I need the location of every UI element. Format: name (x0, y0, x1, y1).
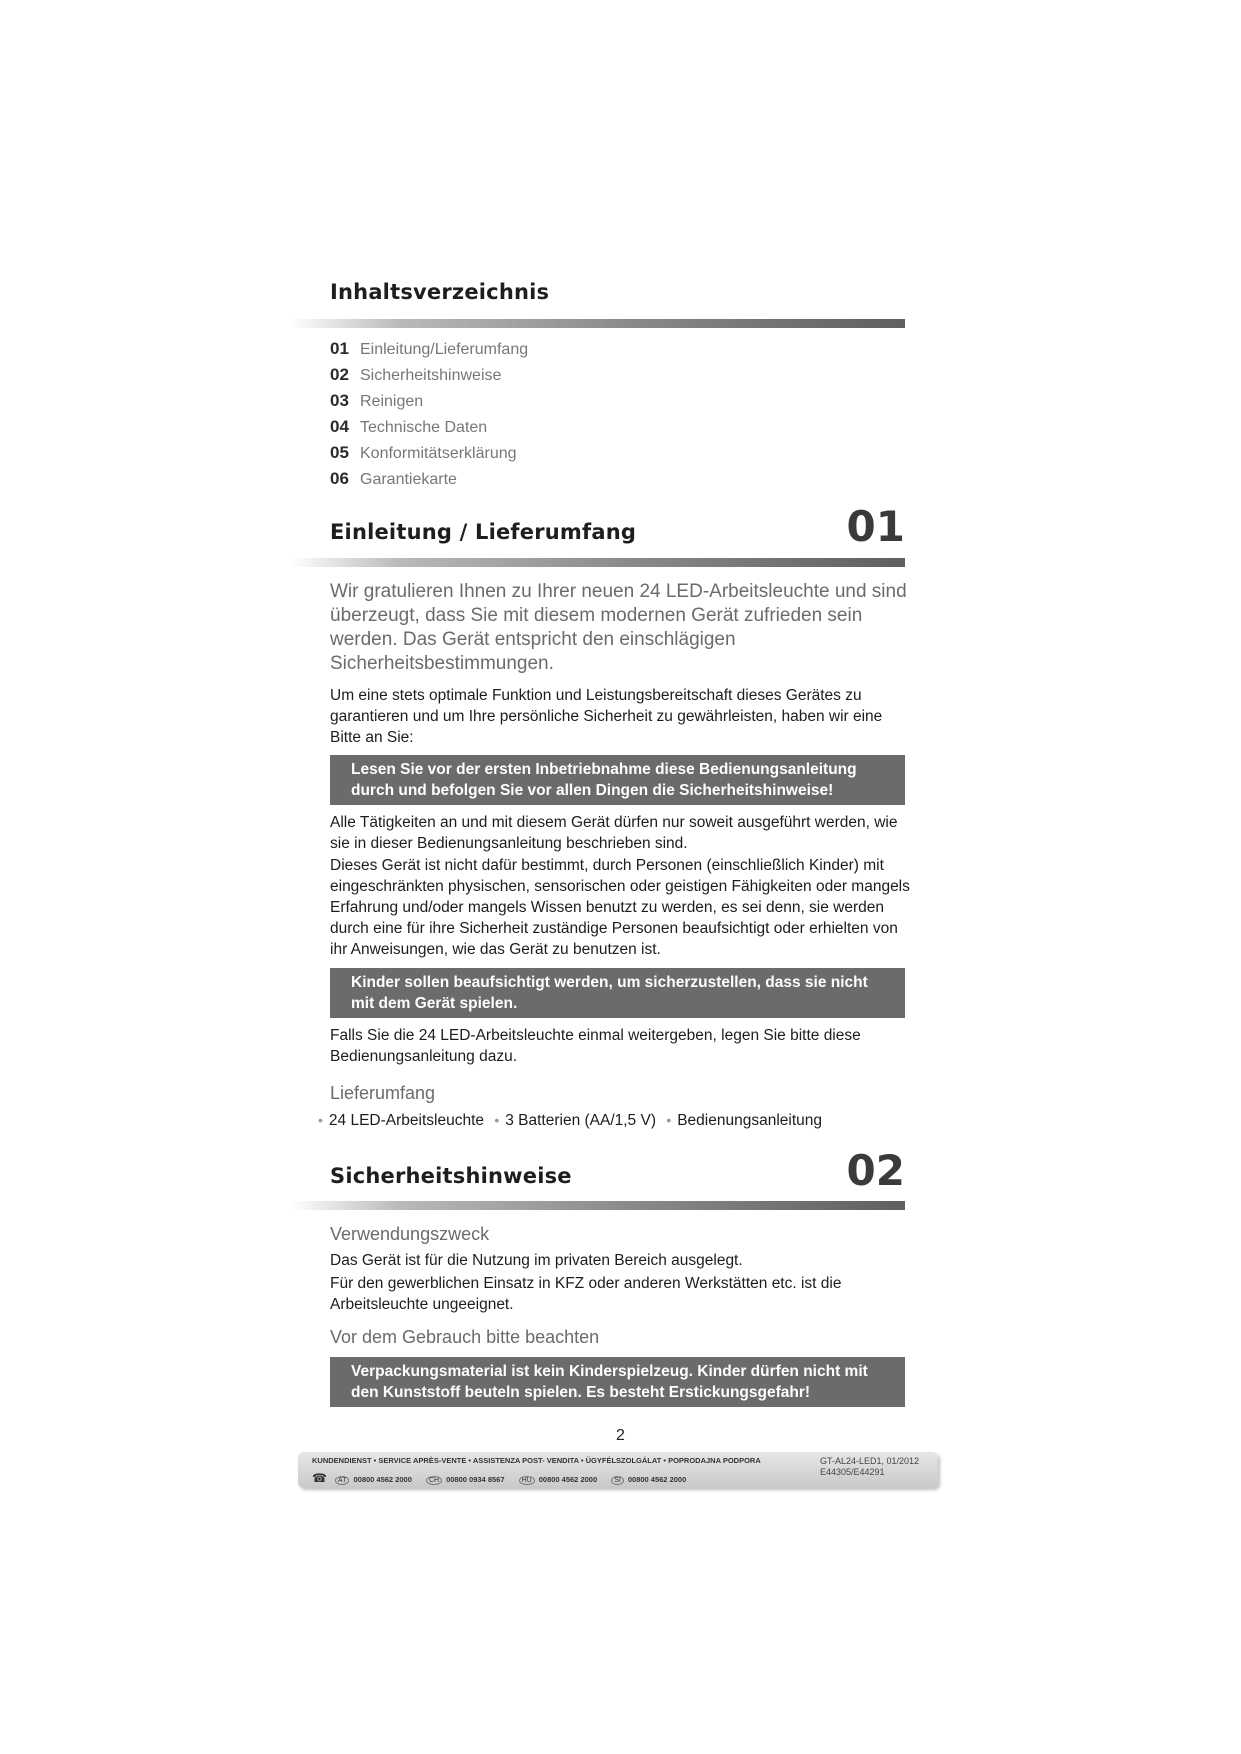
section2-callout-packaging: Verpackungsmaterial ist kein Kinderspielzeug. Kinder dürfen nicht mit den Kunststoff beuteln spielen. Es besteht Erstickungsgefahr! (330, 1357, 905, 1407)
section2-para1: Das Gerät ist für die Nutzung im privaten Bereich ausgelegt. (330, 1252, 743, 1269)
footer-model (820, 1456, 919, 1478)
section1-para3: Dieses Gerät ist nicht dafür bestimmt, durch Personen (einschließlich Kinder) mit eingeschränkten physischen, sensorischen oder geistigen Fähigkeiten oder mangels Erfahrung und/oder mangels Wissen benutzt zu werden, es sei denn, sie werden durch eine für ihre Sicherheit zuständige Personen beaufsichtigt oder erhielten von ihr Anweisungen, wie das Gerät zu benutzen ist. (330, 857, 910, 958)
footer-phone: CH 00800 0934 8567 (426, 1475, 505, 1484)
footer-phone: HU 00800 4562 2000 (519, 1475, 598, 1484)
phone-icon: ☎ (312, 1471, 327, 1485)
footer-phones (312, 1471, 698, 1485)
section2-title: Sicherheitshinweise (330, 1164, 572, 1188)
section1-rule (290, 558, 905, 567)
scope-item: 3 Batterien (AA/1,5 V) (505, 1112, 656, 1129)
section1-para2: Alle Tätigkeiten an und mit diesem Gerät dürfen nur soweit ausgeführt werden, wie sie in dieser Bedienungsanleitung beschrieben sind. (330, 814, 898, 852)
section2-para2: Für den gewerblichen Einsatz in KFZ oder anderen Werkstätten etc. ist die Arbeitsleuchte ungeeignet. (330, 1275, 842, 1313)
toc-item[interactable]: 06 Garantiekarte (330, 469, 457, 488)
scope-list: • 24 LED-Arbeitsleuchte • 3 Batterien (AA/1,5 V) • Bedienungsanleitung (318, 1112, 823, 1129)
section1-intro: Wir gratulieren Ihnen zu Ihrer neuen 24 LED-Arbeitsleuchte und sind überzeugt, dass Sie mit diesem modernen Gerät zufrieden sein werden. Das Gerät entspricht den einschlägigen Sicherheitsbestimmungen. (330, 581, 907, 674)
section1-title: Einleitung / Lieferumfang (330, 520, 637, 544)
toc-list (330, 336, 528, 492)
service-footer (298, 1452, 938, 1488)
footer-phone: AT 00800 4562 2000 (335, 1475, 412, 1484)
section2-sub-before-use: Vor dem Gebrauch bitte beachten (330, 1327, 600, 1347)
section1-number: 01 (846, 502, 905, 551)
section1-para1: Um eine stets optimale Funktion und Leistungsbereitschaft dieses Gerätes zu garantieren und um Ihre persönliche Sicherheit zu gewährleisten, haben wir eine Bitte an Sie: (330, 687, 883, 746)
toc-item[interactable]: 03 Reinigen (330, 391, 424, 410)
toc-item[interactable]: 01 Einleitung/Lieferumfang (330, 339, 529, 358)
page-number: 2 (616, 1427, 625, 1444)
model-code: GT-AL24-LED1, 01/2012 (820, 1456, 920, 1466)
footer-services: KUNDENDIENST • SERVICE APRÈS-VENTE • ASSISTENZA POST- VENDITA • ÜGYFÉLSZOLGÁLAT • POPRODAJNA PODPORA (312, 1456, 761, 1465)
section2-number: 02 (846, 1146, 905, 1195)
toc-item[interactable]: 04 Technische Daten (330, 417, 488, 436)
toc-rule (290, 319, 905, 328)
toc-item[interactable]: 05 Konformitätserklärung (330, 443, 517, 462)
scope-item: Bedienungsanleitung (677, 1112, 823, 1129)
section2-sub-purpose: Verwendungszweck (330, 1224, 490, 1244)
section1-para4: Falls Sie die 24 LED-Arbeitsleuchte einmal weitergeben, legen Sie bitte diese Bedienungsanleitung dazu. (330, 1027, 861, 1065)
section1-callout-children: Kinder sollen beaufsichtigt werden, um sicherzustellen, dass sie nicht mit dem Gerät spielen. (330, 968, 905, 1018)
section2-rule (290, 1201, 905, 1210)
article-code: E44305/E44291 (820, 1467, 885, 1477)
footer-phone: SI 00800 4562 2000 (611, 1475, 686, 1484)
section1-callout-read-manual: Lesen Sie vor der ersten Inbetriebnahme diese Bedienungsanleitung durch und befolgen Sie vor allen Dingen die Sicherheitshinweise! (330, 755, 905, 805)
toc-title: Inhaltsverzeichnis (330, 280, 550, 304)
toc-item[interactable]: 02 Sicherheitshinweise (330, 365, 502, 384)
scope-item: 24 LED-Arbeitsleuchte (328, 1112, 484, 1129)
scope-title: Lieferumfang (330, 1083, 436, 1103)
